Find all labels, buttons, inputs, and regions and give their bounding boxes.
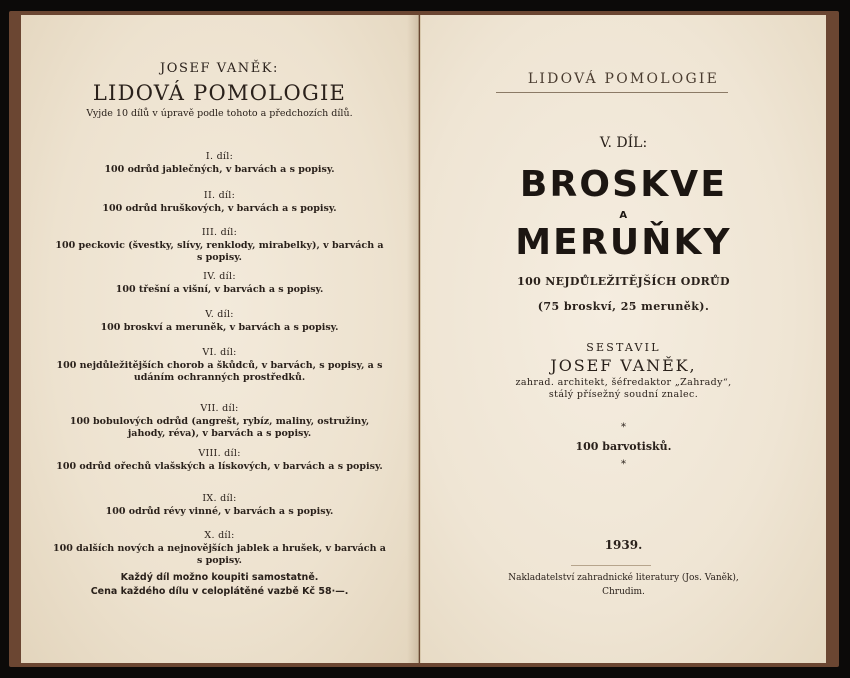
volume-desc: 100 broskví a meruněk, v barvách a s popisy. xyxy=(100,322,339,333)
author-title-1: zahrad. architekt, šéfredaktor „Zahrady“, xyxy=(515,377,732,388)
volume-label: IV. díl: xyxy=(203,271,236,282)
publisher: Nakladatelství zahradnické literatury (Jos. Vaněk), xyxy=(508,573,739,583)
volume-label: VI. díl: xyxy=(202,347,237,358)
volume-6 xyxy=(21,347,418,384)
subtitle-count: (75 broskví, 25 meruněk). xyxy=(537,300,710,313)
volume-label: VIII. díl: xyxy=(198,448,241,459)
volume-5 xyxy=(21,309,418,334)
volume-desc: 100 odrůd ořechů vlašských a lískových, v barvách a s popisy. xyxy=(56,461,383,472)
volume-desc: 100 třešní a višní, v barvách a s popisy. xyxy=(115,284,324,295)
volume-7 xyxy=(21,403,418,440)
volume-1 xyxy=(21,151,418,176)
volume-label: VII. díl: xyxy=(200,403,239,414)
volume-4 xyxy=(21,271,418,296)
volume-desc: 100 odrůd hruškových, v barvách a s popisy. xyxy=(102,203,337,214)
title-rule xyxy=(496,92,728,93)
volume-label: II. díl: xyxy=(203,190,236,201)
publisher-city: Chrudim. xyxy=(602,587,645,597)
volume-label: I. díl: xyxy=(205,151,234,162)
star-ornament: * xyxy=(621,459,626,470)
left-note: Vyjde 10 dílů v úpravě podle tohoto a předchozích dílů. xyxy=(86,108,353,119)
left-series-title: LIDOVÁ POMOLOGIE xyxy=(92,81,347,105)
volume-desc: 100 peckovic (švestky, slívy, renklody, mirabelky), v barvách a s popisy. xyxy=(55,240,384,263)
volume-desc: 100 dalších nových a nejnovějších jablek a hrušek, v barvách a s popisy. xyxy=(53,543,386,566)
footer-price: Cena každého dílu v celoplátěné vazbě Kč 58·—. xyxy=(90,586,349,597)
subtitle: 100 NEJDŮLEŽITĚJŠÍCH ODRŮD xyxy=(517,275,730,288)
volume-3 xyxy=(21,227,418,264)
compiled-by: SESTAVIL xyxy=(586,341,661,354)
volume-2 xyxy=(21,190,418,215)
volume-part: V. DÍL: xyxy=(599,135,648,151)
author-title-2: stálý přísežný soudní znalec. xyxy=(548,389,699,400)
volume-9 xyxy=(21,493,418,518)
right-page xyxy=(420,15,826,663)
title-line-2: MERUŇKY xyxy=(515,222,732,263)
volume-label: III. díl: xyxy=(201,227,238,238)
volume-8 xyxy=(21,448,418,473)
right-series-title: LIDOVÁ POMOLOGIE xyxy=(527,71,720,87)
star-ornament: * xyxy=(621,422,626,433)
volume-desc: 100 odrůd jablečných, v barvách a s popisy. xyxy=(104,164,335,175)
left-page xyxy=(21,15,419,663)
volume-label: V. díl: xyxy=(205,309,234,320)
volume-desc: 100 odrůd révy vinné, v barvách a s popisy. xyxy=(105,506,334,517)
title-conjunction: A xyxy=(619,210,628,221)
left-author: JOSEF VANĚK: xyxy=(160,61,279,76)
publication-year: 1939. xyxy=(604,538,643,552)
volume-label: X. díl: xyxy=(204,530,235,541)
footer-availability: Každý díl možno koupiti samostatně. xyxy=(120,572,319,583)
plates-count: 100 barvotisků. xyxy=(575,440,672,453)
title-line-1: BROSKVE xyxy=(519,164,728,205)
right-author: JOSEF VANĚK, xyxy=(550,356,697,375)
volume-desc: 100 bobulových odrůd (angrešt, rybíz, maliny, ostružiny, jahody, réva), v barvách a s popisy. xyxy=(69,416,370,439)
publisher-rule xyxy=(571,565,651,566)
volume-10 xyxy=(21,530,418,567)
volume-desc: 100 nejdůležitějších chorob a škůdců, v barvách, s popisy, a s udáním ochranných prostředků. xyxy=(56,360,383,383)
open-book xyxy=(9,11,839,667)
volume-label: IX. díl: xyxy=(202,493,237,504)
